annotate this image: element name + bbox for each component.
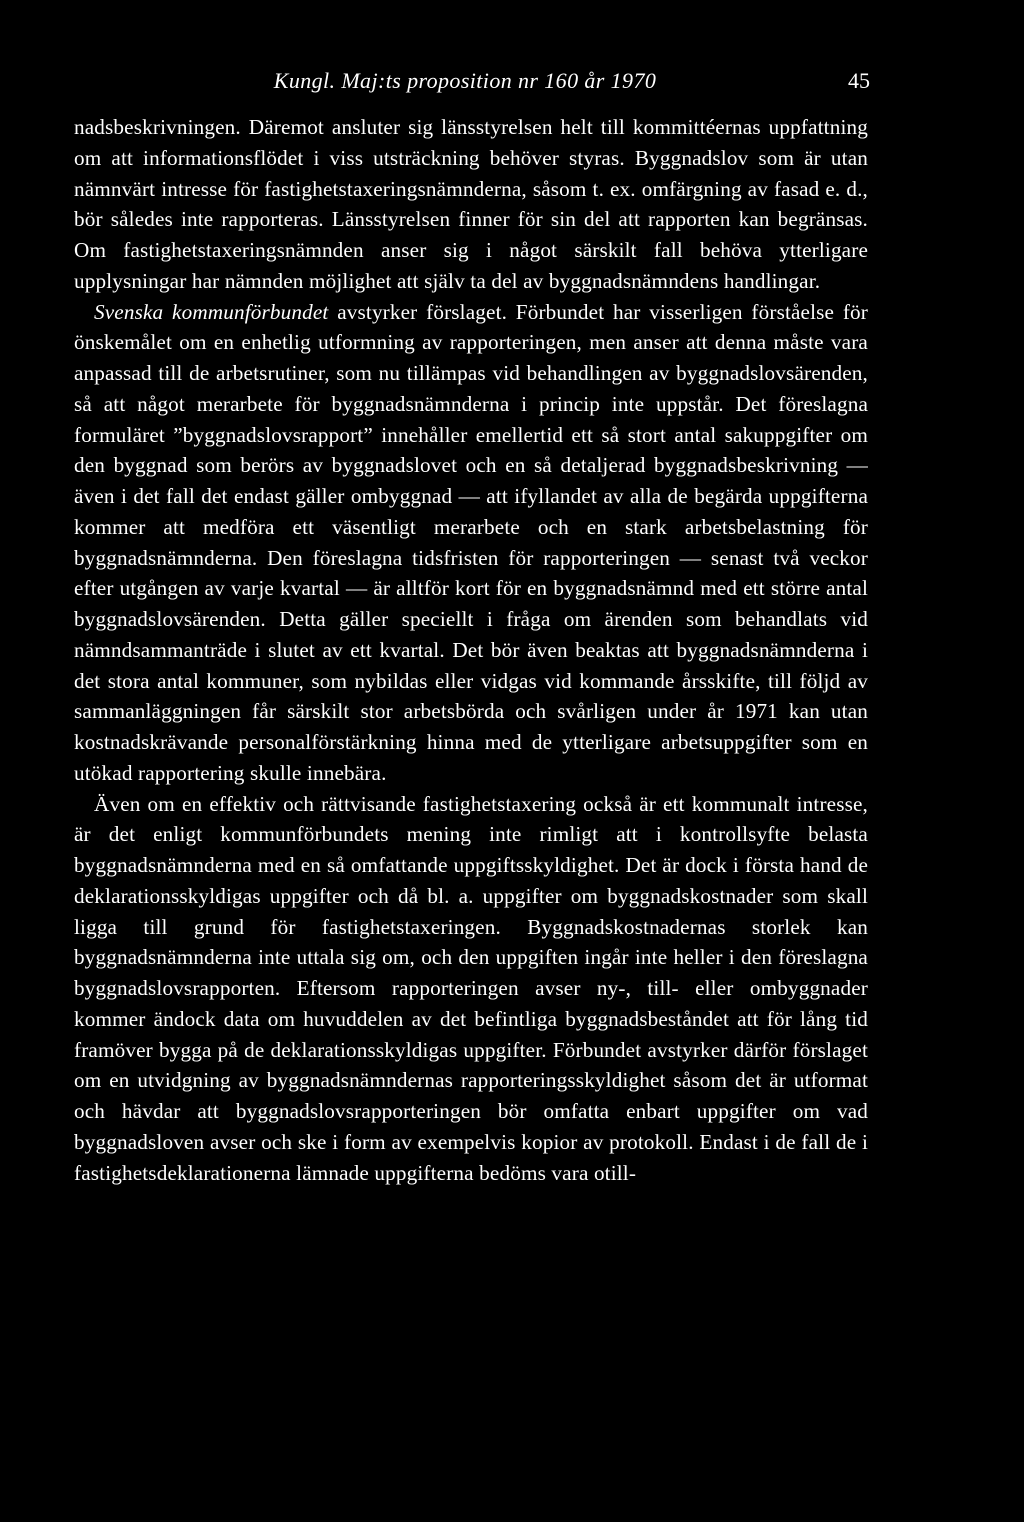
body-text bbox=[74, 112, 868, 1188]
paragraph-3-text: Även om en effektiv och rättvisande fastighetstaxering också är ett kommunalt intresse, är det enligt kommunförbundets mening inte rimligt att i kontrollsyfte belasta byggnadsnämnderna med en så omfattande uppgiftsskyldighet. Det är dock i första hand de deklarationsskyldigas uppgifter och då bl. a. uppgifter om byggnadskostnader som skall ligga till grund för fastighetstaxeringen. Byggnadskostnadernas storlek kan byggnadsnämnderna inte uttala sig om, och den uppgiften ingår inte heller i den föreslagna byggnadslovsrapporten. Eftersom rapporteringen avser ny-, till- eller ombyggnader kommer ändock data om huvuddelen av det befintliga byggnadsbeståndet att för lång tid framöver bygga på de deklarationsskyldigas uppgifter. Förbundet avstyrker därför förslaget om en utvidgning av byggnadsnämndernas rapporteringsskyldighet såsom det är utformat och hävdar att byggnadslovsrapporteringen bör omfatta enbart uppgifter om vad byggnadsloven avser och ske i form av exempelvis kopior av protokoll. Endast i de fall de i fastighetsdeklarationerna lämnade uppgifterna bedöms vara otill- bbox=[74, 791, 868, 1185]
paragraph-2-emphasis: Svenska kommunförbundet bbox=[94, 299, 329, 324]
paragraph-2 bbox=[74, 297, 868, 789]
running-header bbox=[60, 68, 870, 104]
paragraph-1 bbox=[74, 112, 868, 297]
paragraph-1-text: nadsbeskrivningen. Däremot ansluter sig länsstyrelsen helt till kommittéernas uppfattning om att informationsflödet i viss utsträckning behöver styras. Byggnadslov som är utan nämnvärt intresse för fastighetstaxeringsnämnderna, såsom t. ex. omfärgning av fasad e. d., bör således inte rapporteras. Länsstyrelsen finner för sin del att rapporten kan begränsas. Om fastighetstaxeringsnämnden anser sig i något särskilt fall behöva ytterligare upplysningar har nämnden möjlighet att själv ta del av byggnadsnämndens handlingar. bbox=[74, 115, 868, 293]
page-number: 45 bbox=[848, 68, 870, 93]
paragraph-2-text: avstyrker förslaget. Förbundet har visserligen förståelse för önskemålet om en enhetlig utformning av rapporteringen, men anser att denna måste vara anpassad till de arbetsrutiner, som nu tillämpas vid behandlingen av byggnadslovsärenden, så att något merarbete för byggnadsnämnderna i princip inte uppstår. Det föreslagna formuläret ”byggnadslovsrapport” innehåller emellertid ett så stort antal sakuppgifter om den byggnad som berörs av byggnadslovet och en så detaljerad byggnadsbeskrivning — även i det fall det endast gäller ombyggnad — att ifyllandet av alla de begärda uppgifterna kommer att medföra ett väsentligt merarbete och en stark arbetsbelastning för byggnadsnämnderna. Den föreslagna tidsfristen för rapporteringen — senast två veckor efter utgången av varje kvartal — är alltför kort för en byggnadsnämnd med ett större antal byggnadslovsärenden. Detta gäller speciellt i fråga om ärenden som behandlats vid nämndsammanträde i slutet av ett kvartal. Det bör även beaktas att byggnadsnämnderna i det stora antal kommuner, som nybildas eller vidgas vid kommande årsskifte, till följd av sammanläggningen får särskilt stor arbetsbörda och svårligen under år 1971 kan utan kostnadskrävande personalförstärkning hinna med de ytterligare arbetsuppgifter som en utökad rapportering skulle innebära. bbox=[74, 299, 868, 785]
header-title: Kungl. Maj:ts proposition nr 160 år 1970 bbox=[273, 68, 657, 93]
paragraph-3 bbox=[74, 789, 868, 1189]
